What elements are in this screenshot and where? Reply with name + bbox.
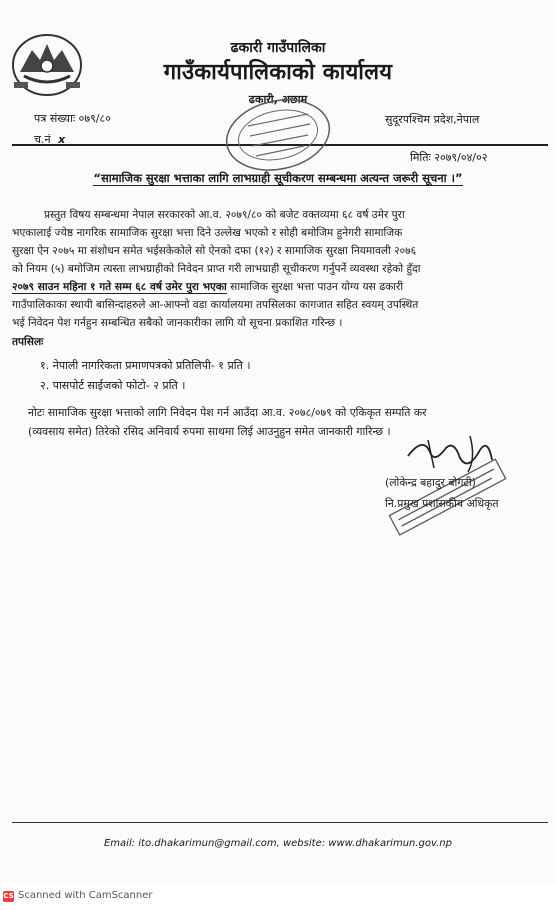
- letter-date: मितिः २०७९/०४/०२: [410, 151, 488, 164]
- notice-subject: [0, 171, 556, 186]
- body-line-5-rest: सामाजिक सुरक्षा भत्ता पाउन योग्य यस ढकारी: [226, 281, 404, 293]
- note-line-2: (व्यवसाय समेत) तिरेको रसिद अनिवार्य रुपमा साथमा लिई आउनुहुन समेत जानकारी गारिन्छ ।: [28, 425, 391, 438]
- notice-subject-text: “सामाजिक सुरक्षा भत्ताका लागि लाभग्राही सूचीकरण सम्बन्धमा अत्यन्त जरूरी सूचना ।”: [93, 171, 463, 185]
- body-line-3: सुरक्षा ऐन २०७५ मा संशोधन समेत भईसकेकोले सो ऐनको दफा (१२) र सामाजिक सुरक्षा नियमावली २०७६: [12, 245, 417, 257]
- body-line-1: प्रस्तुत विषय सम्बन्धमा नेपाल सरकारको आ.व. २०७९/८० को बजेट वक्तव्यमा ६८ वर्ष उमेर पुरा: [44, 209, 405, 221]
- signatory-name: (लोकेन्द्र बहादुर बोगटी): [385, 476, 476, 489]
- chalani-mark: x: [58, 133, 66, 146]
- signatory-title: नि.प्रमुख प्रशासकीय अधिकृत: [385, 497, 499, 510]
- scanner-text: Scanned with CamScanner: [18, 890, 153, 901]
- body-line-6: गाउँपालिकाका स्थायी बासिन्दाहरुले आ-आफ्नो वडा कार्यालयमा तपसिलका कागजात सहित स्वयम् उपस्थित: [12, 299, 419, 311]
- office-title: गाउँकार्यपालिकाको कार्यालय: [163, 60, 393, 85]
- footer-divider: [12, 822, 548, 823]
- body-line-4: को नियम (५) बमोजिम त्यस्ता लाभग्राहीको निवेदन प्राप्त गरी लाभग्राही सूचीकरण गर्नुपर्ने व्यवस्था रहेको हुँदा: [12, 263, 421, 275]
- list-item: १. नेपाली नागरिकता प्रमाणपत्रको प्रतिलिपी- १ प्रति ।: [40, 359, 251, 372]
- office-location: ढकारी, अछाम: [248, 93, 308, 106]
- deadline-highlight: २०७९ साउन महिना १ गते सम्म ६८ वर्ष उमेर पुरा भएका: [12, 281, 227, 293]
- footer-contact: Email: ito.dhakarimun@gmail.com, website: www.dhakarimun.gov.np: [103, 838, 452, 849]
- province-name: सुदूरपश्चिम प्रदेश,नेपाल: [385, 113, 480, 126]
- camscanner-logo-icon: CS: [3, 892, 14, 900]
- municipality-name: ढकारी गाउँपालिका: [230, 40, 326, 56]
- body-line-7: भई निवेदन पेश गर्नहुन सम्बन्धित सबैको जानकारीका लागि यो सूचना प्रकाशित गरिन्छ ।: [12, 317, 343, 329]
- chalani-label: च.नं: [34, 133, 51, 146]
- body-line-2: भएकालाई ज्येष्ठ नागरिक सामाजिक सुरक्षा भत्ता दिने उल्लेख भएको र सोही बमोजिम हुनेगरी सामाजिक: [12, 227, 403, 239]
- note-line-1: नोटः सामाजिक सुरक्षा भत्ताको लागि निवेदन पेश गर्न आउँदा आ.व. २०७८/०७९ को एकिकृत सम्पति कर: [28, 406, 427, 419]
- body-line-5: [12, 278, 532, 296]
- tapasil-heading: तपसिलः: [12, 336, 44, 348]
- office-stamp-icon: [222, 96, 334, 174]
- patra-sankhya: पत्र संख्याः ०७९/८०: [34, 112, 111, 125]
- list-item: २. पासपोर्ट साईजको फोटो- २ प्रति ।: [40, 379, 186, 392]
- scanner-watermark: [0, 884, 556, 910]
